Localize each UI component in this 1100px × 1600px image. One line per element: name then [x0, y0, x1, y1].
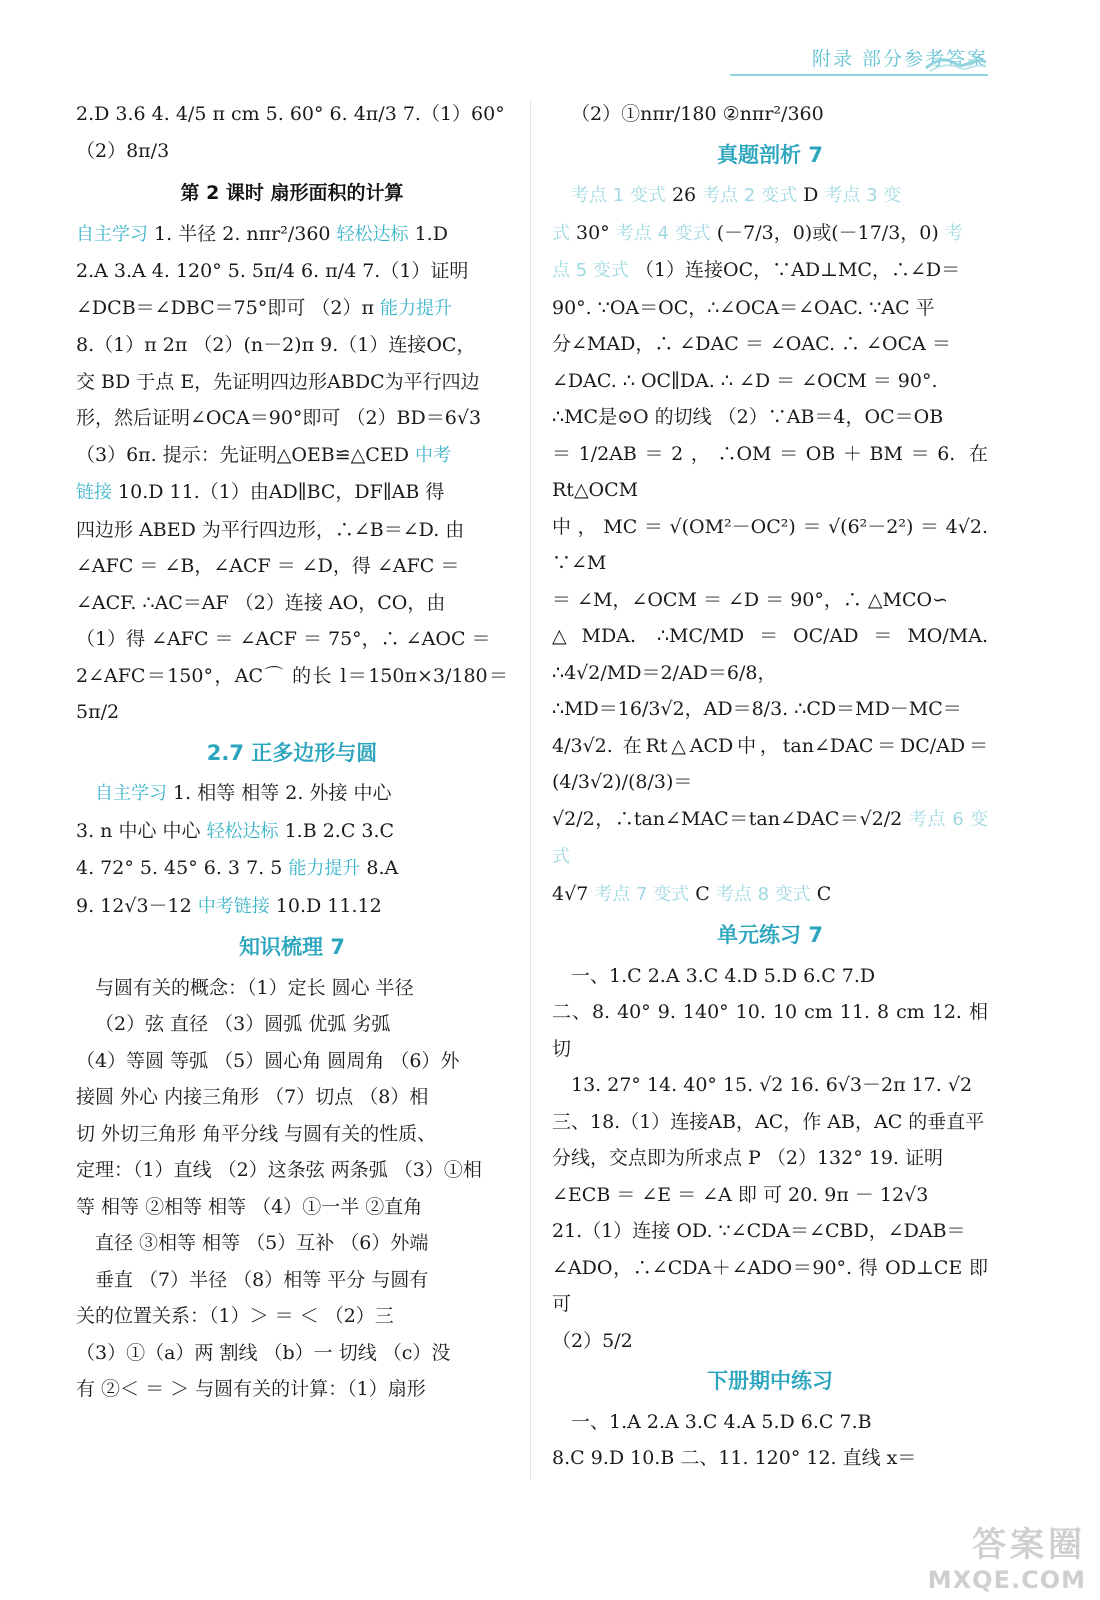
watermark-url: MXQE.COM — [927, 1566, 1086, 1594]
answer-text: C — [810, 882, 832, 905]
answer-line: 2∠AFC＝150°，AC⌒ 的长 l＝150π×3/180＝5π/2 — [76, 664, 508, 723]
answer-line: 分线，交点即为所求点 P （2）132° 19. 证明 — [552, 1147, 944, 1169]
section-tag: 考点 4 变式 — [615, 222, 711, 244]
answer-line: 2.A 3.A 4. 120° 5. 5π/4 6. π/4 7.（1）证明 — [76, 260, 469, 282]
answer-line: ∠AFC ＝ ∠B，∠ACF ＝ ∠D，得 ∠AFC ＝ — [76, 555, 460, 577]
answer-line: （1）得 ∠AFC ＝ ∠ACF ＝ 75°，∴ ∠AOC ＝ — [76, 628, 491, 650]
answer-line: 形，然后证明∠OCA＝90°即可 （2）BD＝6√3 — [76, 407, 482, 429]
answer-line: 一、1.C 2.A 3.C 4.D 5.D 6.C 7.D — [571, 964, 876, 987]
answer-line: 2.D 3.6 4. 4/5 π cm 5. 60° 6. 4π/3 7.（1）60° — [76, 103, 505, 125]
answer-text: （1）连接OC，∵AD⊥MC，∴∠D＝ — [628, 259, 961, 281]
answer-line: ∠ECB ＝ ∠E ＝ ∠A 即 可 20. 9π － 12√3 — [552, 1183, 929, 1206]
header-wave-icon — [924, 52, 988, 72]
answer-line — [552, 177, 988, 215]
answer-line: 直径 ③相等 相等 （5）互补 （6）外端 — [95, 1232, 429, 1254]
answer-line — [552, 215, 988, 253]
answer-line: ∠DAC. ∴ OC∥DA. ∴ ∠D ＝ ∠OCM ＝ 90°. — [552, 369, 938, 392]
section-tag: 考点 2 变式 — [702, 185, 798, 206]
answer-line: （2）弦 直径 （3）圆弧 优弧 劣弧 — [95, 1013, 391, 1035]
section-tag: 中考链接 — [197, 895, 270, 917]
answer-line: △MDA. ∴MC/MD＝OC/AD＝MO/MA. ∴4√2/MD＝2/AD＝6/8， — [552, 625, 988, 684]
answer-line: 交 BD 于点 E，先证明四边形ABDC为平行四边 — [76, 370, 480, 393]
section-tag: 自主学习 — [95, 783, 167, 804]
answer-line: 90°. ∵OA＝OC，∴∠OCA＝∠OAC. ∵AC 平 — [552, 296, 935, 319]
section-title: 单元练习 7 — [717, 923, 823, 947]
section-tag: 轻松达标 — [206, 820, 279, 842]
answer-line — [76, 216, 508, 254]
answer-text: 26 — [665, 184, 703, 206]
answer-line: 接圆 外心 内接三角形 （7）切点 （8）相 — [76, 1086, 429, 1108]
section-tag: 自主学习 — [76, 223, 148, 245]
header-rule — [730, 74, 988, 76]
section-tag: 考点 8 变式 — [715, 883, 811, 905]
answer-line: ＝1/2AB＝2，∴OM＝OB＋BM＝6. 在 Rt△OCM — [552, 442, 988, 501]
answer-line: 21.（1）连接 OD. ∵∠CDA＝∠CBD，∠DAB＝ — [552, 1220, 966, 1242]
answer-text: D — [797, 184, 825, 206]
section-tag: 考点 1 变式 — [571, 185, 666, 206]
answer-line: （2）①nπr/180 ②nπr²/360 — [571, 103, 824, 125]
answer-text: ∠DCB＝∠DBC＝75°即可 （2）π — [76, 296, 380, 319]
answer-line: （3）①（a）两 割线 （b）一 切线 （c）没 — [76, 1341, 451, 1364]
section-tag: 式 — [552, 222, 570, 244]
section-tag: 链接 — [76, 482, 112, 503]
answer-text: （3）6π. 提示：先证明△OEB≌△CED — [76, 443, 415, 466]
answer-text: (－7/3，0)或(－17/3，0) — [710, 221, 945, 244]
answer-line — [76, 290, 508, 328]
answer-text: 10.D 11.12 — [269, 894, 382, 917]
answer-line: 二、8. 40° 9. 140° 10. 10 cm 11. 8 cm 12. 相切 — [552, 1001, 988, 1060]
answer-line — [552, 801, 988, 876]
answer-text: √2/2，∴tan∠MAC＝tan∠DAC＝√2/2 — [552, 807, 909, 830]
answer-line: ＝ ∠M，∠OCM ＝ ∠D ＝ 90°，∴ △MCO∽ — [552, 588, 949, 611]
answer-line: ∴MC是⊙O 的切线 （2）∵AB＝4，OC＝OB — [552, 406, 944, 428]
answer-text: 1.D — [408, 222, 448, 245]
answer-line — [552, 876, 988, 914]
answer-line: 与圆有关的概念：（1）定长 圆心 半径 — [95, 976, 414, 999]
section-tag: 考点 6 变式 — [552, 808, 988, 867]
answer-line — [552, 252, 988, 290]
answer-line: 8.（1）π 2π （2）(n－2)π 9.（1）连接OC， — [76, 334, 476, 356]
answer-line — [76, 888, 508, 926]
answer-line — [76, 813, 508, 851]
answer-text: 8.A — [360, 857, 399, 879]
section-tag: 考点 7 变式 — [594, 883, 690, 905]
watermark — [928, 1517, 1086, 1594]
answer-line: 中，MC＝√(OM²－OC²)＝√(6²－2²)＝4√2. ∵∠M — [552, 515, 988, 574]
answer-line: 分∠MAD，∴ ∠DAC ＝ ∠OAC. ∴ ∠OCA ＝ — [552, 333, 951, 355]
running-header: 附录 部分参考答案 — [811, 48, 988, 70]
answer-line: 切 外切三角形 角平分线 与圆有关的性质、 — [76, 1122, 437, 1145]
answer-line: 垂直 （7）半径 （8）相等 平分 与圆有 — [95, 1268, 429, 1291]
answer-text: 1. 相等 相等 2. 外接 中心 — [167, 782, 392, 804]
answer-text: 3. n 中心 中心 — [76, 819, 207, 842]
answer-line — [76, 474, 508, 512]
section-tag: 轻松达标 — [336, 223, 409, 245]
answer-text: 30° — [570, 221, 616, 244]
answer-line: 一、1.A 2.A 3.C 4.A 5.D 6.C 7.B — [571, 1410, 872, 1433]
answer-line: （2）5/2 — [552, 1329, 633, 1352]
answer-line: 13. 27° 14. 40° 15. √2 16. 6√3－2π 17. √2 — [571, 1074, 973, 1096]
section-tag: 中考 — [414, 444, 451, 466]
section-tag: 考 — [944, 222, 963, 244]
section-tag: 点 5 变式 — [552, 260, 629, 281]
answer-text: 10.D 11.（1）由AD∥BC，DF∥AB 得 — [112, 481, 445, 503]
section-tag: 考点 3 变 — [824, 185, 902, 206]
answer-line: 定理：（1）直线 （2）这条弦 两条弧 （3）①相 — [76, 1159, 482, 1181]
section-title: 下册期中练习 — [707, 1369, 833, 1393]
section-title: 2.7 正多边形与圆 — [206, 740, 378, 765]
watermark-text: 答案圈 — [972, 1525, 1086, 1565]
answer-line: ∴MD＝16/3√2，AD＝8/3. ∴CD＝MD－MC＝ — [552, 698, 962, 720]
answer-line: 四边形 ABED 为平行四边形，∴∠B＝∠D. 由 — [76, 518, 465, 541]
answer-line: ∠ACF. ∴AC＝AF （2）连接 AO，CO，由 — [76, 591, 446, 614]
answer-text: 4. 72° 5. 45° 6. 3 7. 5 — [76, 857, 289, 879]
answer-line — [76, 850, 508, 888]
answer-line: ∠ADO，∴∠CDA＋∠ADO＝90°. 得 OD⊥CE 即可 — [552, 1256, 988, 1315]
answer-line — [76, 775, 508, 813]
answer-line: 关的位置关系：（1）＞ ＝ ＜ （2）三 — [76, 1305, 394, 1327]
right-column — [552, 96, 988, 1477]
section-tag: 能力提升 — [288, 858, 361, 879]
answer-line: 等 相等 ②相等 相等 （4）①一半 ②直角 — [76, 1195, 423, 1218]
answer-line — [76, 437, 508, 475]
answer-text: 9. 12√3－12 — [76, 894, 198, 917]
answer-line: （2）8π/3 — [76, 139, 170, 162]
answer-text: C — [689, 882, 716, 905]
answer-line: 4/3√2. 在Rt△ACD中，tan∠DAC＝DC/AD＝(4/3√2)/(8/3)＝ — [552, 734, 988, 793]
lesson-title: 第 2 课时 扇形面积的计算 — [180, 182, 404, 204]
answer-text: 1.B 2.C 3.C — [278, 819, 395, 842]
answer-line: 有 ②＜ ＝ ＞ 与圆有关的计算：（1）扇形 — [76, 1378, 426, 1400]
section-tag: 能力提升 — [380, 297, 452, 319]
column-divider — [530, 100, 531, 1480]
answer-line: 三、18.（1）连接AB，AC，作 AB，AC 的垂直平 — [552, 1110, 985, 1133]
answer-text: 4√7 — [552, 882, 595, 905]
left-column — [76, 96, 508, 1408]
answer-text: 1. 半径 2. nπr²/360 — [148, 222, 337, 245]
section-title: 知识梳理 7 — [239, 935, 345, 959]
answer-line: （4）等圆 等弧 （5）圆心角 圆周角 （6）外 — [76, 1049, 460, 1072]
section-title: 真题剖析 7 — [717, 142, 823, 167]
answer-line: 8.C 9.D 10.B 二、11. 120° 12. 直线 x＝ — [552, 1447, 917, 1469]
